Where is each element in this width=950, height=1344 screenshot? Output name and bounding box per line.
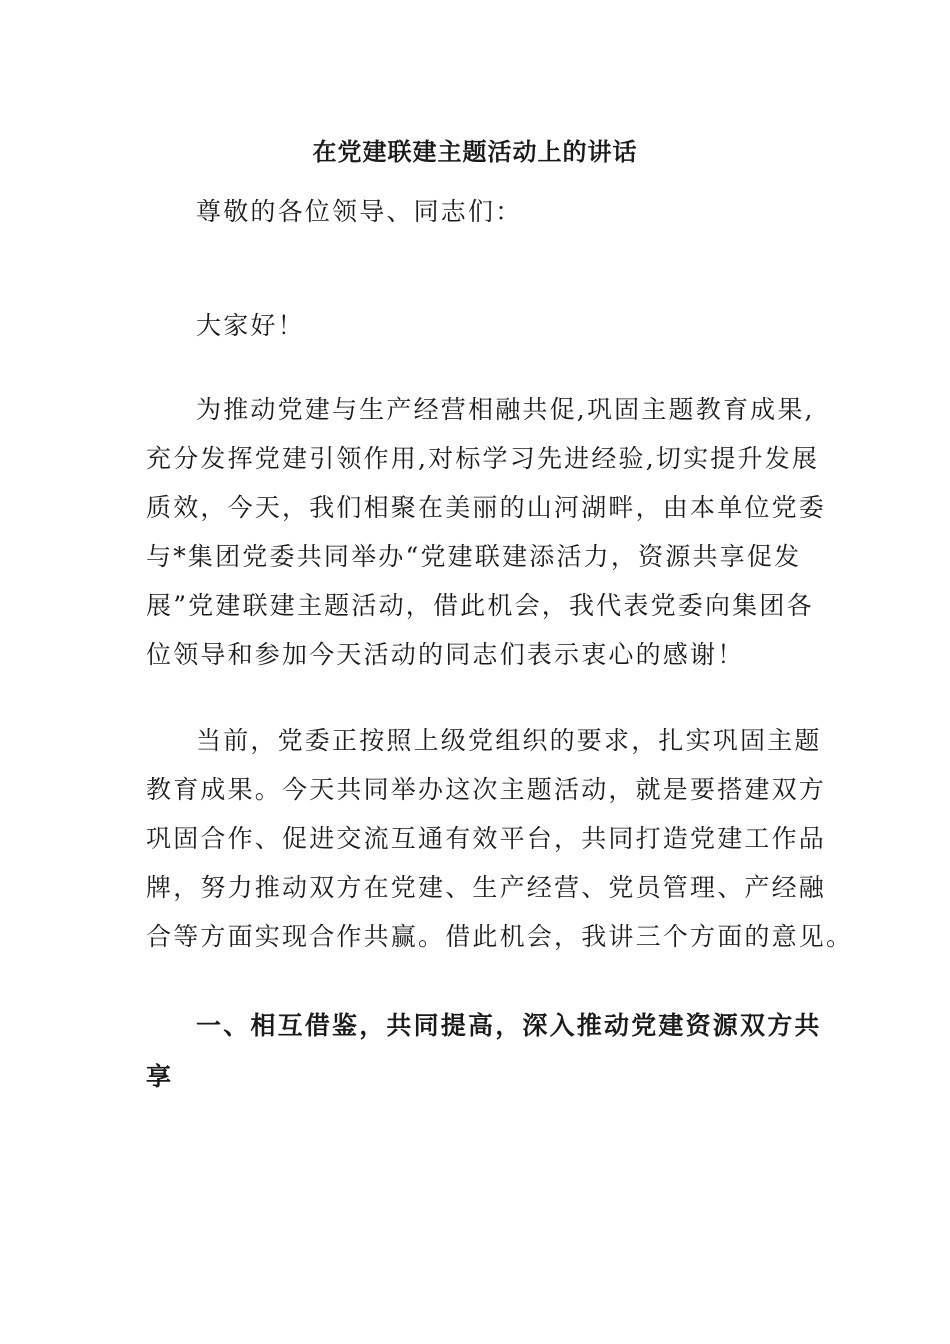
salutation: 尊敬的各位领导、同志们：	[196, 197, 523, 226]
paragraph-2-line-2: 教育成果。今天共同举办这次主题活动，就是要搭建双方	[146, 775, 827, 804]
paragraph-1-line-3: 质效，今天，我们相聚在美丽的山河湖畔，由本单位党委	[146, 493, 827, 522]
paragraph-1-line-6: 位领导和参加今天活动的同志们表示衷心的感谢！	[146, 640, 745, 669]
paragraph-2-line-1: 当前，党委正按照上级党组织的要求，扎实巩固主题	[196, 726, 822, 755]
paragraph-2-line-3: 巩固合作、促进交流互通有效平台，共同打造党建工作品	[146, 824, 827, 853]
paragraph-1-line-4: 与*集团党委共同举办“党建联建添活力，资源共享促发	[146, 542, 802, 571]
paragraph-1-line-2: 充分发挥党建引领作用,对标学习先进经验,切实提升发展	[146, 444, 820, 473]
paragraph-1-line-5: 展”党建联建主题活动，借此机会，我代表党委向集团各	[146, 591, 814, 620]
greeting: 大家好！	[196, 311, 305, 340]
paragraph-2-line-5: 合等方面实现合作共赢。借此机会，我讲三个方面的意见。	[146, 922, 854, 951]
document-title: 在党建联建主题活动上的讲话	[312, 137, 638, 166]
paragraph-1-line-1: 为推动党建与生产经营相融共促,巩固主题教育成果,	[196, 395, 815, 424]
section-1-heading-line-2: 享	[146, 1062, 174, 1091]
paragraph-2-line-4: 牌，努力推动双方在党建、生产经营、党员管理、产经融	[146, 873, 827, 902]
section-1-heading-line-1: 一、相互借鉴，共同提高，深入推动党建资源双方共	[196, 1011, 822, 1040]
